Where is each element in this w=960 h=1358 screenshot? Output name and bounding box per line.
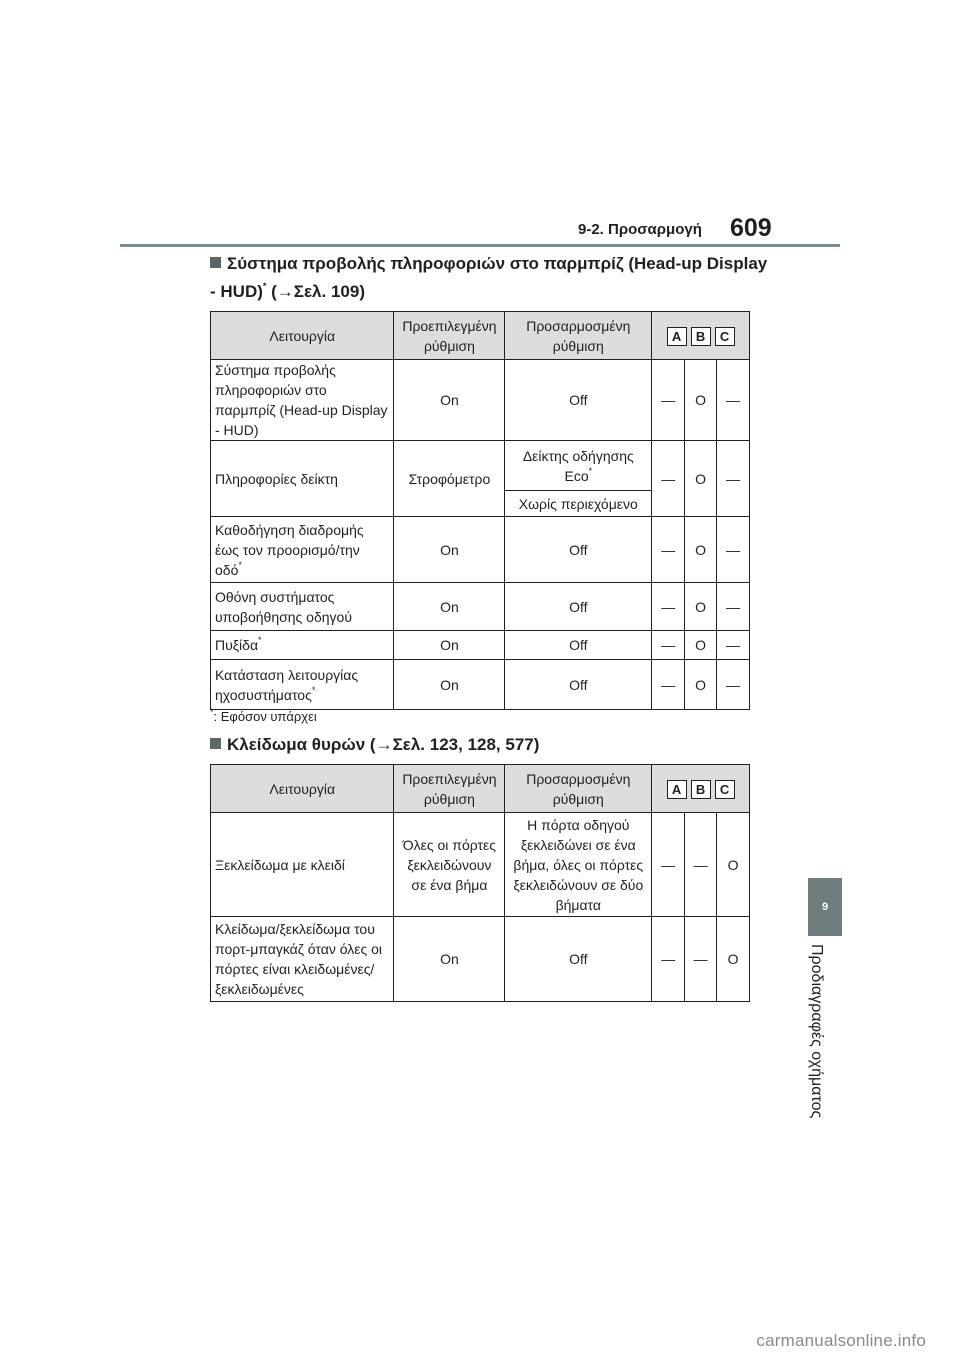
table-header-row [211,765,750,813]
table-row: Σύστημα προβολής πληροφοριών στο παρμπρίζ (Head-up Display - HUD) On Off — O — [211,360,750,441]
square-bullet-icon [210,257,221,268]
box-c-icon: C [715,780,735,799]
col-default: Προεπιλεγμένη ρύθμιση [394,312,505,360]
col-function: Λειτουργία [211,765,394,813]
table-row: Χωρίς περιεχόμενο [211,491,750,517]
col-abc [652,312,750,360]
table-row: Οθόνη συστήματος υποβοήθησης οδηγού On Off — O — [211,583,750,631]
box-b-icon: B [691,327,711,346]
chapter-label: Προδιαγραφές οχήματος [808,944,825,1119]
footnote: *: Εφόσον υπάρχει [210,706,317,724]
section1-heading: Σύστημα προβολής πληροφοριών στο παρμπρίζ (Head-up Display - HUD)* (→Σελ. 109) [210,254,768,301]
col-custom: Προσαρμοσμένη ρύθμιση [505,312,652,360]
box-b-icon: B [691,780,711,799]
table-header-row [211,312,750,360]
section2-heading: Κλείδωμα θυρών (→Σελ. 123, 128, 577) [210,734,810,756]
col-abc [652,765,750,813]
box-a-icon: A [667,327,687,346]
door-lock-table [210,764,750,1002]
hud-settings-table [210,311,750,710]
header-rule [120,244,840,247]
square-bullet-icon [210,738,221,749]
box-a-icon: A [667,780,687,799]
table-row: Καθοδήγηση διαδρομής έως τον προορισμό/την οδό* On Off — O — [211,517,750,583]
table-row: Κλείδωμα/ξεκλείδωμα του πορτ-μπαγκάζ όταν όλες οι πόρτες είναι κλειδωμένες/ξεκλειδωμένες On Off — — O [211,917,750,1002]
watermark: carmanualsonline.info [756,1331,926,1350]
chapter-tab: 9 [808,878,842,936]
table-row: Ξεκλείδωμα με κλειδί Όλες οι πόρτες ξεκλειδώνουν σε ένα βήμα Η πόρτα οδηγού ξεκλειδώνει σε ένα βήμα, όλες οι πόρτες ξεκλειδώνουν σε δύο βήματα — — O [211,813,750,917]
table-row: Πληροφορίες δείκτη Στροφόμετρο Δείκτης οδήγησης Eco* — O — [211,441,750,491]
table-row: Κατάσταση λειτουργίας ηχοσυστήματος* On Off — O — [211,660,750,710]
col-function: Λειτουργία [211,312,394,360]
section-title: 9-2. Προσαρμογή [578,221,702,238]
page-number: 609 [730,214,772,242]
table-row: Πυξίδα* On Off — O — [211,631,750,660]
col-custom: Προσαρμοσμένη ρύθμιση [505,765,652,813]
box-c-icon: C [715,327,735,346]
col-default: Προεπιλεγμένη ρύθμιση [394,765,505,813]
